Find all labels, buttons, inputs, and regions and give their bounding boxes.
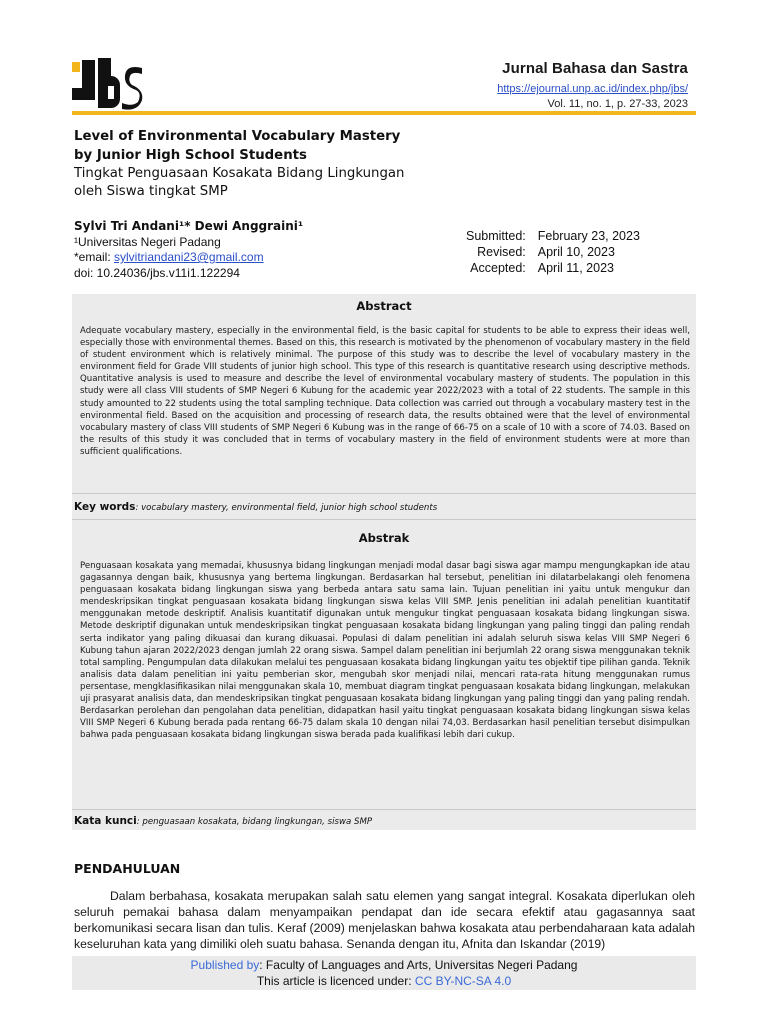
date-label: Submitted: bbox=[466, 229, 526, 243]
date-value: April 10, 2023 bbox=[537, 245, 615, 259]
abstract-heading: Abstract bbox=[356, 299, 412, 313]
journal-info bbox=[497, 60, 688, 110]
date-value: April 11, 2023 bbox=[537, 261, 614, 275]
authors-block bbox=[74, 219, 303, 281]
publisher-line bbox=[72, 957, 696, 973]
journal-url-link[interactable]: https://ejournal.unp.ac.id/index.php/jbs/ bbox=[497, 83, 688, 95]
title-en-line1: Level of Environmental Vocabulary Mastery bbox=[74, 129, 401, 144]
keywords-divider bbox=[72, 519, 696, 520]
kata-kunci-line bbox=[74, 815, 698, 827]
date-label: Revised: bbox=[477, 245, 526, 259]
affiliation: ¹Universitas Negeri Padang bbox=[74, 234, 221, 249]
date-label: Accepted: bbox=[470, 261, 526, 275]
publisher-name: : Faculty of Languages and Arts, Universitas Negeri Padang bbox=[259, 958, 578, 972]
journal-name: Jurnal Bahasa dan Sastra bbox=[502, 60, 688, 77]
title-block bbox=[74, 127, 494, 201]
abstrak-text: Penguasaan kosakata yang memadai, khususnya bidang lingkungan menjadi modal dasar bagi siswa agar mampu mengungkapkan ide atau gagasannya dengan baik, khususnya yang bertema lingkungan. Berdasarkan hal tersebut, penelitian ini dilatarbelakangi oleh fenomena penguasaan kosakata bidang lingkungan siswa yang berbeda antara satu sama lain. Tujuan penelitian ini yaitu untuk mengukur dan mendeskripsikan tingkat penguasaan kosakata bidang lingkungan siswa kelas VIII SMP. Jenis penelitian ini adalah penelitian kuantitatif menggunakan metode deskriptif. Analisis kuantitatif digunakan untuk mengukur tingkat penguasaan kosakata bidang lingkungan siswa. Metode deskriptif digunakan untuk mendeskripsikan tingkat penguasaan kosakata bidang lingkungan yang paling tinggi dan paling rendah serta indikator yang paling dikuasai dan kurang dikuasai. Populasi di dalam penelitian ini adalah seluruh siswa kelas VIII SMP Negeri 6 Kubung tahun ajaran 2022/2023 dengan jumlah 22 orang siswa. Sampel dalam penelitian ini berjumlah 22 orang siswa menggunakan teknik total sampling. Pengumpulan data dilakukan melalui tes penguasaan kosakata bidang lingkungan yaitu tes objektif tipe pilihan ganda. Teknik analisis data dalam penelitian ini yaitu pemberian skor, mengubah skor menjadi nilai, mencari rata-rata hitung menggunakan rumus persentase, mengklasifikasikan nilai menggunakan skala 10, membuat diagram tingkat penguasaan kosakata bidang lingkungan, melakukan uji prasyarat analisis data, dan mendeskripsikan tingkat penguasaan kosakata bidang lingkungan yang paling tinggi dan yang paling rendah. Berdasarkan perolehan dan pengolahan data penelitian, didapatkan hasil yaitu tingkat penguasaan kosakata bidang lingkungan siswa kelas VIII SMP Negeri 6 Kubung berada pada rentang 66-75 dalam skala 10 dengan nilai 74,03. Berdasarkan hasil penelitian tersebut disimpulkan bahwa pada penguasaan kosakata bidang lingkungan siswa berada pada kualifikasi lebih dari cukup. bbox=[80, 561, 690, 741]
keywords-line bbox=[74, 501, 698, 513]
email-line bbox=[74, 250, 303, 266]
kata-kunci-label: Kata kunci bbox=[74, 815, 137, 827]
date-row-accepted bbox=[466, 260, 640, 276]
kata-kunci-value: : penguasaan kosakata, bidang lingkungan, siswa SMP bbox=[136, 817, 373, 827]
journal-logo bbox=[72, 58, 144, 110]
email-label: *email: bbox=[74, 250, 115, 264]
title-id-line2: oleh Siswa tingkat SMP bbox=[74, 184, 228, 199]
licence-link[interactable]: CC BY-NC-SA 4.0 bbox=[414, 974, 512, 988]
date-row-revised bbox=[466, 244, 640, 260]
author-names: Sylvi Tri Andani¹* Dewi Anggraini¹ bbox=[74, 219, 304, 233]
date-value: February 23, 2023 bbox=[537, 229, 640, 243]
publisher-footer bbox=[72, 956, 696, 990]
header-divider bbox=[72, 111, 696, 115]
licence-label: This article is licenced under: bbox=[256, 974, 415, 988]
title-en-line2: by Junior High School Students bbox=[74, 148, 307, 163]
licence-line bbox=[72, 973, 696, 989]
keywords-label: Key words bbox=[74, 501, 136, 513]
submission-dates bbox=[466, 228, 640, 276]
volume-info: Vol. 11, no. 1, p. 27-33, 2023 bbox=[547, 98, 688, 110]
abstrak-heading: Abstrak bbox=[358, 531, 410, 545]
abstract-divider bbox=[72, 493, 696, 494]
abstract-text: Adequate vocabulary mastery, especially in the environmental field, is the basic capital for students to be able to express their ideas well, especially those with environmental themes. Based on this, this research is motivated by the phenomenon of vocabulary mastery in the field of student environment which is relatively minimal. The purpose of this study was to describe the level of vocabulary mastery in the environment field for Grade VIII students of junior high school. This type of this research is quantitative research using descriptive methods. Quantitative analysis is used to measure and describe the level of environmental vocabulary mastery of students. The population in this study were all class VIII students of SMP Negeri 6 Kubung for the academic year 2022/2023 with a total of 22 students. The sample in this study amounted to 22 students using the total sampling technique. Data collection was carried out through a vocabulary mastery test in the environmental field. Based on the acquisition and processing of research data, the results obtained were that the level of environmental vocabulary mastery of class VIII students of SMP Negeri 6 Kubung was in the range of 66-75 on a scale of 10 with a score of 74.03. Based on the results of this study it was concluded that in terms of vocabulary mastery in the field of environment students were at more than sufficient qualifications. bbox=[80, 326, 690, 457]
abstract-box bbox=[72, 294, 696, 830]
title-id-line1: Tingkat Penguasaan Kosakata Bidang Lingkungan bbox=[74, 166, 405, 181]
section-heading: PENDAHULUAN bbox=[74, 861, 181, 876]
doi: doi: 10.24036/jbs.v11i1.122294 bbox=[74, 265, 240, 280]
abstrak-divider bbox=[72, 809, 696, 810]
published-by-link[interactable]: Published by bbox=[190, 958, 260, 972]
keywords-value: : vocabulary mastery, environmental field, junior high school students bbox=[135, 503, 438, 513]
date-row-submitted bbox=[466, 228, 640, 244]
email-link[interactable]: sylvitriandani23@gmail.com bbox=[114, 250, 264, 264]
intro-paragraph: Dalam berbahasa, kosakata merupakan salah satu elemen yang sangat integral. Kosakata diperlukan oleh seluruh pemakai bahasa dalam menyampaikan pendapat dan ide secara efektif atau gagasannya saat berkomunikasi secara lisan dan tulis. Keraf (2009) menjelaskan bahwa kosakata atau perbendaharaan kata adalah keseluruhan kata yang dimiliki oleh suatu bahasa. Senanda dengan itu, Afnita dan Iskandar (2019) bbox=[74, 889, 695, 951]
